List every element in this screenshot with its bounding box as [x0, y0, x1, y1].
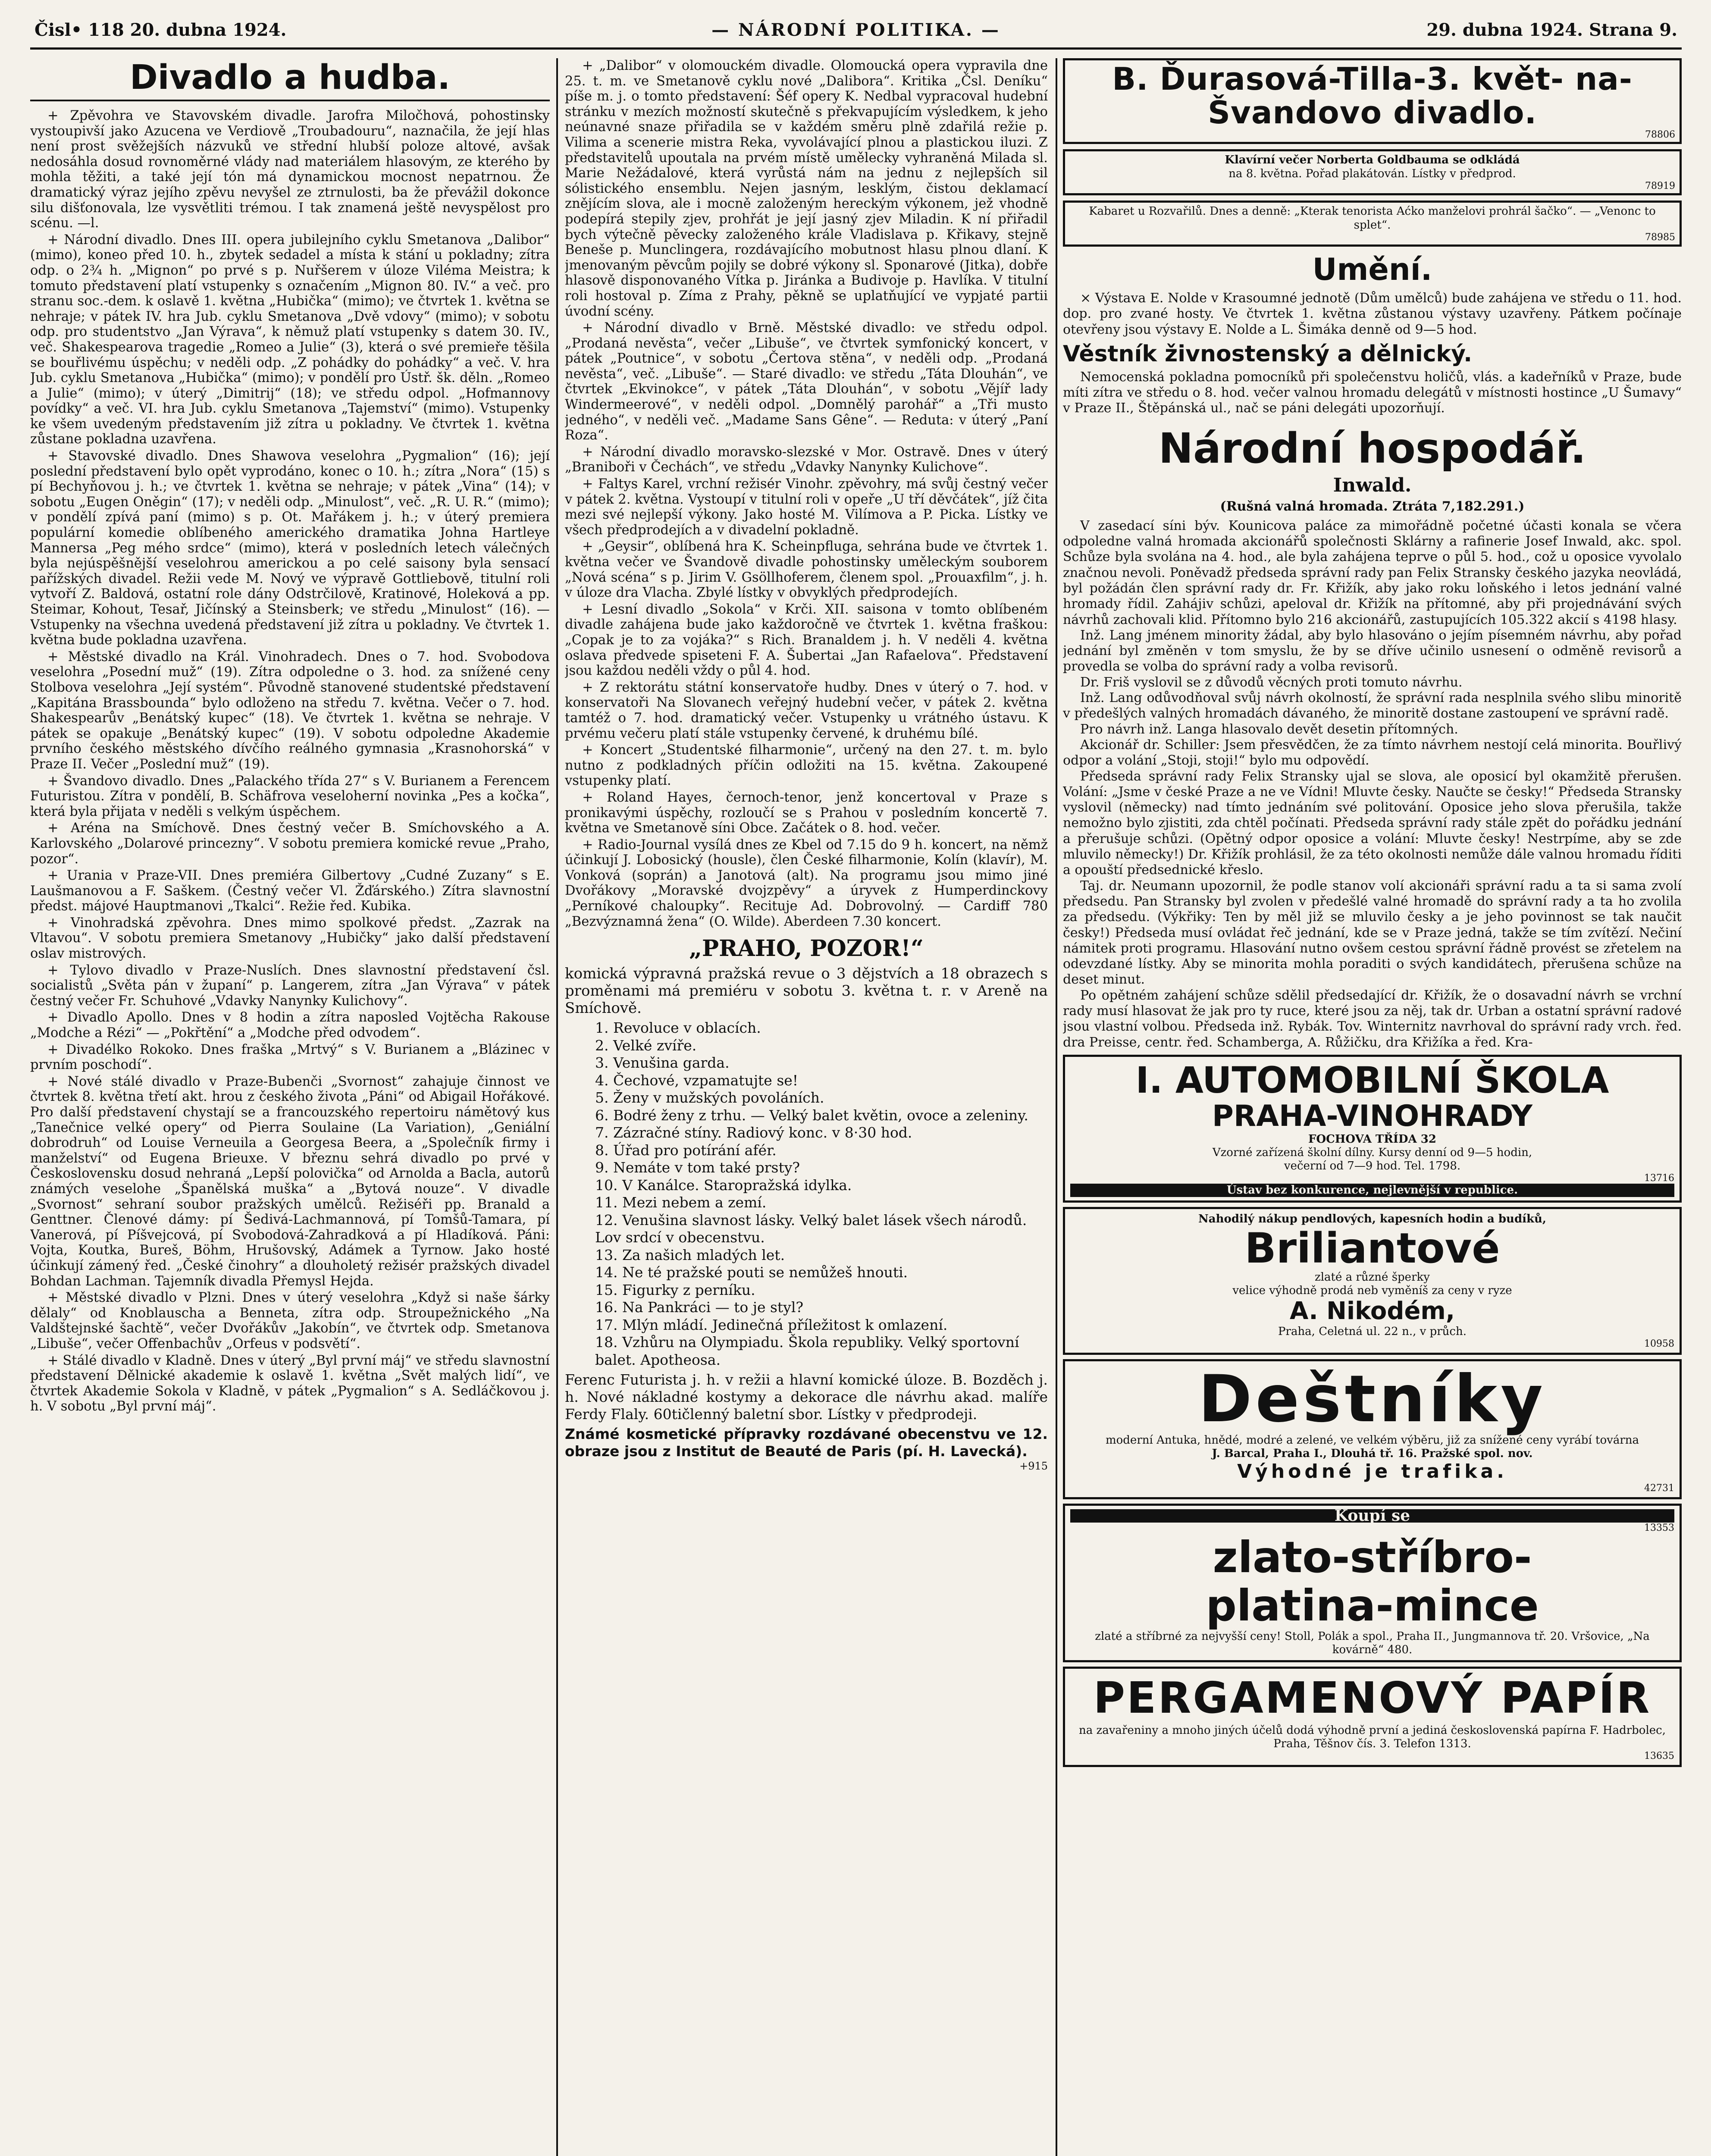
article-paragraph: + „Dalibor“ v olomouckém divadle. Olomoucká opera vypravila dne 25. t. m. ve Smetanově cyklu nové „Dalibora“. Kritika „Čsl. Deníku“ píše m. j. o tomto představení: Šéf opery K. Nedbal vypracoval hudební stránku v mezích možností skutečně s překvapujícím výsledkem, k jeho neúnavné snaze přiřadila se v každém směru plně zdařilá režie p. Vilima a scenerie mistra Reka, vyvolávající plnou a plastickou iluzi. Z představitelů upoutala na prvém místě umělecky vyhraněná Milada sl. Marie Nežádalové, která vyrůstá nám na jednu z nejlepších sil sólistického ensemblu. Nejen jasným, lesklým, čistou deklamací znějícím slova, ale i mocně založeným hereckým výkonem, jež vhodně podepírá stepily zjev, prohřát je její jasný zjev Miladin. K ní přiřadil bych výtečně pěvecky založeného krále Vladislava p. Křikavy, stejně Beneše p. Munclingera, rozdávajícího mobutnost hlasu plnou dlaní. K jmenovaným pěvcům pojily se dobré výkony sl. Sponarové (Jitka), dobře hlasově disponovaného Vítka p. Jiránka a Budivoje p. Havlíka. V titulní roli hostoval p. Zíma z Prahy, pěkně se uplatňující ve vypjaté partii úvodní scény. — [565, 58, 1048, 319]
ad-text: moderní Antuka, hnědé, modré a zelené, ve velkém výběru, již za snížené ceny vyrábí továrna — [1105, 1433, 1639, 1447]
program-item: 8. Úřad pro potírání afér. — [595, 1141, 777, 1159]
program-item: 5. Ženy v mužských povoláních. — [595, 1089, 824, 1106]
ad-text: Vzorné zařízená školní dílny. Kursy denní od 9—5 hodin, — [1212, 1146, 1532, 1159]
article-paragraph: Dr. Friš vyslovil se z důvodů věcných proti tomuto návrhu. — [1080, 674, 1463, 690]
article-paragraph: Předseda správní rady Felix Stransky ujal se slova, ale oposicí byl okamžitě přerušen. Volání: „Jsme v české Praze a ne ve Vídni! Mluvte česky. Naučte se česky!“ Předseda Stransky vyslovil (německy) nad tímto jednáním své politování. Oposice jeho slova přerušila, takže nemožno bylo zjistiti, zda chtěl počínati. Předseda správní rady stále zpět do pořádku jednání a přerušuje schůzi. (Opětný odpor oposice a volání: Mluvte česky! Nestrpíme, aby se zde mluvilo německy!) Dr. Křižík prohlásil, že za této okolnosti nemůže dále valnou hromadu říditi a opouští předsednické křeslo. — [1063, 768, 1682, 878]
ad-zlato — [1063, 1504, 1682, 1662]
program-item: 12. Venušina slavnost lásky. Velký balet lásek všech národů. Lov srdcí v obecenstvu. — [595, 1211, 1027, 1246]
ad-text: na 8. května. Pořad plakátován. Lístky v předprod. — [1228, 167, 1516, 180]
ad-text: zlaté a stříbrné za nejvyšší ceny! Stoll, Polák a spol., Praha II., Jungmannova tř. 20. Vršovice, „Na kovárně“ 480. — [1095, 1630, 1650, 1656]
revue-notice-number: +915 — [1019, 1460, 1048, 1473]
program-item: 4. Čechové, vzpamatujte se! — [595, 1072, 799, 1089]
article-paragraph: Nemocenská pokladna pomocníků při společenstvu holičů, vlás. a kadeřníků v Praze, bude míti zítra ve středu o 8. hod. večer valnou hromadu delegátů v místnosti hostince „U Šumavy“ v Praze II., Štěpánská ul., nač se páni delegáti upozorňují. — [1063, 369, 1682, 416]
ad-text: zlaté a různé šperky — [1315, 1270, 1430, 1284]
newspaper-page — [30, 17, 1682, 2156]
ad-text: Koupí se — [1070, 1509, 1674, 1523]
article-paragraph: + Národní divadlo moravsko-slezské v Mor. Ostravě. Dnes v úterý „Braniboři v Čechách“, ve středu „Vdavky Nanynky Kulichove“. — [565, 444, 1048, 475]
article-paragraph: Taj. dr. Neumann upozornil, že podle stanov volí akcionáři správní radu a ta si sama zvolí předsedu. Pan Stransky byl zvolen v předešlé valné hromadě do správní rady a ta ho zvolila za předsedu. (Výkřiky: Ten by měl již se mluvilo česky a je jeho povinnost se tak naučit česky!) Předseda musí ovládat řeč jednání, kde se v Praze jedná, takže se tím zvítězí. Nečiní námitek proti programu. Hlasování nutno ovšem cestou správní řádně provést se zřetelem na odevzdané lístky. Aby se minorita mohla poraditi o svých kandidátech, přerušena schůze na deset minut. — [1063, 878, 1682, 987]
ad-text: Kabaret u Rozvařilů. Dnes a denně: „Kterak tenorista Aćko manželovi prohrál šačko“. — „Venonc to splet“. — [1089, 205, 1656, 232]
article-paragraph: + Lesní divadlo „Sokola“ v Krči. XII. saisona v tomto oblíbeném divadle zahájena bude jako každoročně ve čtvrtek 1. května fraškou: „Copak je to za vojáka?“ s Rich. Branaldem j. h. V neděli 4. května oslava předvede spiseteni F. A. Šubertai „Jan Rafaelova“. Představení jsou každou neděli vždy o půl 4. hod. — [565, 602, 1048, 679]
ad-text: večerní od 7—9 hod. Tel. 1798. — [1284, 1159, 1461, 1172]
ad-head: PRAHA-VINOHRADY — [1212, 1099, 1532, 1133]
ad-head: PERGAMENOVÝ PAPÍR — [1093, 1672, 1651, 1723]
article-paragraph: Po opětném zahájení schůze sdělil předsedající dr. Křižík, že o dosavadní návrh se vrchní rady musí hlasovat že jak pro ty ruce, které jsou za něj, tak dr. Urban a ostatní správní radové jsou vlastní volbou. Předseda inž. Rybák. Tov. Winternitz navrhoval do správní rady vrch. řed. dra Preisse, centr. řed. Schamberga, A. Růžičku, dra Křižíka a řed. Kra- — [1063, 987, 1682, 1050]
revue-title: „PRAHO, POZOR!“ — [689, 935, 924, 962]
article-paragraph: + Roland Hayes, černoch-tenor, jenž koncertoval v Praze s pronikavými úspěchy, rozloučí se s Prahou v posledním koncertě 7. května ve Smetanově síni Obce. Začátek o 8. hod. večer. — [565, 790, 1048, 836]
ad-durasova-head: B. Ďurasová-Tilla-3. květ- na-Švandovo divadlo. — [1112, 61, 1633, 131]
revue-footer: Ferenc Futurista j. h. v režii a hlavní komické úloze. B. Bozděch j. h. Nové nákladné kostymy a dekorace dle návrhu akad. malíře Ferdy Flaly. 60tičlenný baletní sbor. Lístky v předprodeji. — [565, 1371, 1048, 1423]
ad-number: 13635 — [1644, 1750, 1674, 1761]
ad-kabaret — [1063, 201, 1682, 247]
article-paragraph: + „Geysir“, oblíbená hra K. Scheinpfluga, sehrána bude ve čtvrtek 1. května večer ve Švandově divadle pohostinsky uměleckým souborem „Nová scéna“ s p. Jirim V. Gsöllhoferem, členem spol. „Prouaxfilm“, j. h. v úloze dra Vlacha. Zbylé lístky v obvyklých předprodejích. — [565, 539, 1048, 601]
ad-text: Klavírní večer Norberta Goldbauma se odkládá — [1225, 154, 1520, 166]
ad-number: 13353 — [1644, 1522, 1674, 1533]
program-item: 17. Mlýn mládí. Jedinečná příležitost k omlazení. — [595, 1316, 948, 1333]
article-paragraph: + Národní divadlo v Brně. Městské divadlo: ve středu odpol. „Prodaná nevěsta“, večer „Libuše“, ve čtvrtek symfonický koncert, v pátek „Poutnice“, v sobotu „Čertova stěna“, v neděli odp. „Prodaná nevěsta“, več. „Libuše“. — Staré divadlo: ve středu „Táta Dlouhán“, ve čtvrtek „Ekvinokce“, v pátek „Táta Dlouhán“, v sobotu „Vějíř lady Windermeerové“, v neděli odpol. „Domnělý parohář“ a „Tři musto jedného“, v neděli več. „Madame Sans Gêne“. — Reduta: v úterý „Paní Roza“. — [565, 320, 1048, 443]
article-paragraph: + Vinohradská zpěvohra. Dnes mimo spolkové předst. „Zazrak na Vltavou“. V sobotu premiera Smetanovy „Hubičky“ jako další představení oslav mistrových. — [30, 915, 550, 962]
article-paragraph: + Městské divadlo na Král. Vinohradech. Dnes o 7. hod. Svobodova veselohra „Posední muž“ (19). Zítra odpoledne o 3. hod. za snížené ceny Stolbova veselohra „Její systém“. Původně stanovené studentské představení „Kapitána Brassbounda“ bylo odloženo na středu 7. května. Večer o 7. hod. Shakespearův „Benátský kupec“ (18). Ve čtvrtek 1. května se nehraje. V pátek se opakuje „Benátský kupec“ (19). V sobotu odpoledne Akademie prvního českého městského dívčího reálného gymnasia „Krasnohorská“ v Praze II. Večer „Poslední muž“ (19). — [30, 649, 550, 772]
article-paragraph: + Divadélko Rokoko. Dnes fraška „Mrtvý“ s V. Burianem a „Blázinec v prvním poschodí“. — [30, 1042, 550, 1073]
program-item: 10. V Kanálce. Staropražská idylka. — [595, 1176, 852, 1194]
ad-footer: Výhodné je trafika. — [1237, 1460, 1507, 1482]
article-paragraph: Inž. Lang jménem minority žádal, aby bylo hlasováno o jejím písemném návrhu, aby pořad jednání byl změněn v tom smyslu, že by se dříve učinilo usnesení o odměně revisorů a provedla se volba do správní rady a volba revisorů. — [1063, 627, 1682, 674]
ad-number: 78985 — [1645, 232, 1675, 243]
program-item: 14. Ne té pražské pouti se nemůžeš hnouti. — [595, 1264, 908, 1281]
ad-text: na zavařeniny a mnoho jiných účelů dodá výhodně první a jediná československá papírna F. Hadrbolec, Praha, Těšnov čís. 3. Telefon 1313. — [1079, 1724, 1666, 1750]
article-paragraph: + Městské divadlo v Plzni. Dnes v úterý veselohra „Když si naše šárky dělaly“ od Knoblauscha a Benneta, zítra odp. Stroupežnického „Na Valdštejnské šachtě“, večer Dvořákův „Jakobín“, ve čtvrtek odp. Smetanova „Libuše“, večer Offenbachův „Orfeus v podsvětí“. — [30, 1290, 550, 1351]
column-theatre — [30, 58, 550, 2156]
article-paragraph: Pro návrh inž. Langa hlasovalo devět desetin přítomných. — [1080, 721, 1458, 737]
article-paragraph: + Koncert „Studentské filharmonie“, určený na den 27. t. m. bylo nutno z podkladných příčin odložiti na 15. května. Zakoupené vstupenky platí. — [565, 743, 1048, 789]
article-subtitle: (Rušná valná hromada. Ztráta 7,182.291.) — [1220, 498, 1525, 514]
article-paragraph: + Aréna na Smíchově. Dnes čestný večer B. Smíchovského a A. Karlovského „Dolarové princezny“. V sobotu premiera komické revue „Praho, pozor“. — [30, 821, 550, 867]
ad-text: velice výhodně prodá neb vyměníš za ceny v ryze — [1232, 1284, 1512, 1297]
ad-address: FOCHOVA TŘÍDA 32 — [1308, 1132, 1436, 1146]
column-rule — [556, 58, 558, 2156]
ad-number: 10958 — [1644, 1338, 1674, 1349]
ad-text: J. Barcal, Praha I., Dlouhá tř. 16. Pražské spol. nov. — [1212, 1447, 1533, 1460]
article-paragraph: Akcionář dr. Schiller: Jsem přesvědčen, že za tímto návrhem nestojí celá minorita. Bouřlivý odpor a volání „Stoji, stoji!“ bylo mu odpovědí. — [1063, 737, 1682, 768]
article-paragraph: + Zpěvohra ve Stavovském divadle. Jarofra Miločhová, pohostinsky vystoupivší jako Azucena ve Verdiově „Troubadouru“, naznačila, že její hlas není prost svěžejších názvuků ve střední hlubší poloze altové, avšak nedosáhla dosud rovnoměrné vlády nad materiálem hlasovým, ze kterého by mohla těžiti, a také její tón má dynamickou mocnost nepatrnou. Že dramatický výraz jejího zpěvu nevyšel ze ztrnulosti, ba že převážil dokonce silu dišťonovala, lze vysvětliti trémou. I tak znamená ještě nevyspělost pro scénu. —l. — [30, 108, 550, 231]
program-item: 15. Figurky z perníku. — [595, 1281, 755, 1298]
program-item: 18. Vzhůru na Olympiadu. Škola republiky. Velký sportovní balet. Apotheosa. — [595, 1334, 1019, 1368]
program-item: 13. Za našich mladých let. — [595, 1246, 785, 1263]
ad-text: Nahodilý nákup pendlových, kapesních hodin a budíků, — [1198, 1212, 1546, 1225]
program-item: 7. Zázračné stíny. Radiový konc. v 8·30 hod. — [595, 1124, 912, 1141]
article-paragraph: + Národní divadlo. Dnes III. opera jubilejního cyklu Smetanova „Dalibor“ (mimo), koneo před 10. h., zbytek sedadel a místa k stání u pokladny; zítra odp. o 2¾ h. „Mignon“ po prvé s p. Nuřšerem v úloze Viléma Meistra; k tomuto představení platí vstupenky s označením „Mignon 80. IV.“ a več. pro stranu soc.-dem. k oslavě 1. května „Hubička“ (mimo); ve čtvrtek 1. května se nehraje; v pátek IV. hra Jub. cyklu Smetanova „Dvě vdovy“ (mimo); v sobotu odp. pro studentstvo „Jan Výrava“, k němuž platí vstupenky s datem 30. IV., več. Shakespearova tragedie „Romeo a Julie“ (3), která o své premieře těšila se bouřlivému úspěchu; v neděli odp. „Z pohádky do pohádky“ a več. V. hra Jub. cyklu Smetanova „Hubička“ (mimo); v pondělí pro Ústř. šk. děln. „Romeo a Julie“ (mimo); v úterý „Dimitrij“ (18); ve středu odpol. „Hofmannovy povídky“ a več. VI. hra Jub. cyklu Smetanova „Tajemství“ (mimo). Vstupenky ke všem uvedeným představením již zítra u pokladny. Ve čtvrtek 1. května zůstane pokladna uzavřena. — [30, 232, 550, 447]
ad-address: Praha, Celetná ul. 22 n., v průch. — [1278, 1325, 1467, 1338]
article-paragraph: + Stálé divadlo v Kladně. Dnes v úterý „Byl první máj“ ve středu slavnostní představení Dělnické akademie k oslavě 1. května „Svět malých lidí“, ve čtvrtek Akademie Sokola v Kladně, v pátek „Pygmalion“ s A. Sedláčkovou j. h. V sobotu „Byl první máj“. — [30, 1353, 550, 1414]
program-item: 2. Velké zvíře. — [595, 1037, 697, 1054]
ad-briliantove — [1063, 1207, 1682, 1355]
article-title-inwald: Inwald. — [1333, 474, 1412, 496]
article-paragraph: V zasedací síni býv. Kounicova paláce za mimořádně početné účasti konala se včera odpoledne valná hromada akcionářů společnosti Sklárny a rafinerie Josef Inwald, akc. spol. Schůze byla svolána na 4. hod., ale byla zahájena teprve o půl 5. hod., což u oposice vyvolalo značnou nevoli. Poněvadž předseda správní rady pan Felix Stransky českého jazyka neovládá, byl požádán člen správní rady dr. Fr. Křižík, aby jako roku loňského i letos jednání valné hromady řídil. Zahájiv schůzi, apeloval dr. Křižík na přítomné, aby při projednávání svých návrhů zachovali klid. Přítomno bylo 216 akcionářů, zastupujících 105.322 akcií s 4198 hlasy. — [1063, 518, 1682, 627]
ad-destniky — [1063, 1359, 1682, 1499]
revue-intro: komická výpravná pražská revue o 3 dějstvích a 18 obrazech s proměnami má premiéru v sobotu 3. května t. r. v Areně na Smíchově. — [565, 965, 1048, 1017]
article-paragraph: × Výstava E. Nolde v Krasoumné jednotě (Dům umělců) bude zahájena ve středu o 11. hod. dop. pro zvané hosty. Ve čtvrtek 1. května zůstanou výstavy uzavřeny. Pátkem počínaje otevřeny jsou výstavy E. Nolde a L. Šimáka denně od 9—5 hod. — [1063, 291, 1682, 337]
ad-number: 78806 — [1645, 129, 1675, 140]
ad-klavirni-vecer — [1063, 149, 1682, 195]
revue-program-list — [565, 1019, 1048, 1369]
ad-head: I. AUTOMOBILNÍ ŠKOLA — [1135, 1059, 1609, 1101]
article-paragraph: + Stavovské divadlo. Dnes Shawova veselohra „Pygmalion“ (16); její poslední představení bylo opět vyprodáno, konec o 10. h.; zítra „Nora“ (15) s pí Bechyňovou j. h.; ve čtvrtek 1. května se nehraje; v pátek „Vina“ (14); v sobotu „Eugen Oněgin“ (17); v neděli odp. „Minulost“, več. „R. U. R.“ (mimo); v pondělí zpívá paní (mimo) s p. Ot. Mařákem j. h.; v úterý premiera populární komedie oblíbeného amerického dramatika Johna Hartleye Mannersa „Peg mého srdce“ (mimo), která v posledních letech válečných byla nejúspěšnější veselohrou americkou a po celé saisony byla sensací pařížských divadel. Režii vede M. Nový ve výpravě Gottliebově, titulní roli vytvoří Z. Baldová, ostatní role dány Odstrčilově, Kratinové, Holeková a pp. Steimar, Kohout, Tesař, Jičínský a Steinsberk; ve středu „Minulost“ (16). — Vstupenky na všechna uvedená představení již zítra u pokladny. Ve čtvrtek 1. května bude pokladna uzavřena. — [30, 448, 550, 648]
section-title-narodni-hospodar: Národní hospodář. — [1158, 424, 1586, 473]
article-paragraph: + Švandovo divadlo. Dnes „Palackého třída 27“ s V. Burianem a Ferencem Futuristou. Zítra v pondělí, B. Schäfrova veseloherní novinka „Pes a kočka“, která byla přijata v neděli s velkým úspěchem. — [30, 773, 550, 819]
section-title-vestnik: Věstník živnostenský a dělnický. — [1063, 341, 1472, 367]
program-item: 16. Na Pankráci — to je styl? — [595, 1299, 804, 1316]
article-paragraph: + Tylovo divadlo v Praze-Nuslích. Dnes slavnostní představení čsl. socialistů „Světa pán v županí“ p. Langerem, zítra „Jan Výrava“ v pátek čestný večer Fr. Schuhové „Vdavky Nanynky Kulichovy“. — [30, 962, 550, 1009]
ad-automobilni-skola — [1063, 1055, 1682, 1203]
article-paragraph: + Urania v Praze-VII. Dnes premiéra Gilbertovy „Cudné Zuzany“ s E. Laušmanovou a F. Saškem. (Čestný večer Vl. Žďárského.) Zítra slavnostní předst. májové Hauptmanovi „Tkalci“. Režie řed. Kubika. — [30, 868, 550, 914]
ad-number: 13716 — [1644, 1172, 1674, 1184]
column-arts-economy — [1063, 58, 1682, 2156]
ad-merchant-name: A. Nikodém, — [1289, 1297, 1455, 1325]
ad-durasova — [1063, 58, 1682, 144]
program-item: 3. Venušina garda. — [595, 1054, 730, 1072]
article-paragraph: + Faltys Karel, vrchní režisér Vinohr. zpěvohry, má svůj čestný večer v pátek 2. května. Vystoupí v titulní roli v opeře „U tří děvčátek“, jíž čita mezi své nejlepší výkony. Jako hosté M. Vilímova a P. Picka. Lístky ve všech předprodejích a v divadelní pokladně. — [565, 476, 1048, 538]
program-item: 9. Nemáte v tom také prsty? — [595, 1159, 800, 1176]
revue-notice: Známé kosmetické přípravky rozdávané obecenstvu ve 12. obraze jsou z Institut de Beauté de Paris (pí. H. Lavecká). — [565, 1426, 1048, 1460]
article-paragraph: + Radio-Journal vysílá dnes ze Kbel od 7.15 do 9 h. koncert, na němž účinkují J. Lobosický (housle), člen České filharmonie, Kolín (klavír), M. Vonková (soprán) a Janotová (alt). Na programu jsou mimo jiné Dvořákovy „Moravské dvojzpěvy“ a úryvek z Humperdinckovy „Perníkové chaloupky“. Recituje Ad. Dobrovolný. — Cardiff 780 „Bezvýznamná žena“ (O. Wilde). Aberdeen 7.30 koncert. — [565, 837, 1048, 929]
column-rule — [1056, 58, 1057, 2156]
issue-info: Čisl• 118 20. dubna 1924. — [34, 20, 287, 40]
ad-text: Ústav bez konkurence, nejlevnější v republice. — [1070, 1184, 1674, 1197]
program-item: 1. Revoluce v oblacích. — [595, 1019, 761, 1037]
article-paragraph: + Z rektorátu státní konservatoře hudby. Dnes v úterý o 7. hod. v konservatoři Na Slovanech veřejný hudební večer, v pátek 2. května tamtéž o 7. hod. dramatický večer. Vstupenky u vrátného ústavu. K prvému večeru platí stále vstupenky červené, k druhému bílé. — [565, 680, 1048, 741]
program-item: 11. Mezi nebem a zemí. — [595, 1194, 767, 1211]
masthead-title: — NÁRODNÍ POLITIKA. — — [711, 20, 1000, 40]
section-title-umeni: Umění. — [1312, 252, 1432, 287]
ad-head: Briliantové — [1244, 1224, 1500, 1272]
ad-pergamenovy-papir — [1063, 1667, 1682, 1767]
ad-number: 42731 — [1644, 1482, 1674, 1494]
ad-head: platina-mince — [1206, 1580, 1539, 1631]
program-item: 6. Bodré ženy z trhu. — Velký balet květin, ovoce a zeleniny. — [595, 1106, 1028, 1124]
running-head — [30, 17, 1682, 50]
column-music — [565, 58, 1048, 2156]
section-title-divadlo: Divadlo a hudba. — [30, 58, 550, 101]
article-paragraph: + Nové stálé divadlo v Praze-Bubenči „Svornost“ zahajuje činnost ve čtvrtek 8. května třetí akt. hrou z českého života „Páni“ od Abigail Hořákové. Pro další představení chystají se a francouzského repertoiru námětový kus „Tanečnice velké opery“ od Pierra Soulaine (La Variation), „Geniální dobrodruh“ od Louise Verneuila a Georgesa Beera, a „Společník firmy i manželství“ od Eugena Brieuxe. V březnu sehrá divadlo po prvé v Československu dosud nehraná „Lepší polovička“ od Arnolda a Bacla, autorů známých veselohe „Španělská muška“ a „Bytová nouze“. V divadle „Svornost“ sehraní soubor pražských umělců. Režiséři pp. Branald a Genttner. Členové dámy: pí Šedivá-Lachmannová, pí Tomšů-Tamara, pí Vanerová, pí Píšvejcová, pí Svobodová-Zahradková a pí Hladíková. Páni: Vojta, Koutka, Bureš, Böhm, Hrušovský, Adámek a Tyrnow. Jako hosté účinkují zámený řed. „České činohry“ a dlouholetý režisér pražských divadel Bohdan Lachman. Tajemník divadla Přemysl Hejda. — [30, 1074, 550, 1289]
ad-head: zlato-stříbro- — [1213, 1532, 1532, 1583]
ad-number: 78919 — [1645, 181, 1675, 191]
date-page-info: 29. dubna 1924. Strana 9. — [1426, 20, 1677, 40]
article-paragraph: + Divadlo Apollo. Dnes v 8 hodin a zítra naposled Vojtěcha Rakouse „Modche a Rézi“ — „Pokřtění“ a „Modche před odvodem“. — [30, 1010, 550, 1041]
ad-head: Deštníky — [1198, 1361, 1546, 1437]
article-paragraph: Inž. Lang odůvodňoval svůj návrh okolností, že správní rada nesplnila svého slibu minoritě v předešlých valných hromadách dávaného, že minoritě dostane zastoupení ve správní radě. — [1063, 690, 1682, 721]
